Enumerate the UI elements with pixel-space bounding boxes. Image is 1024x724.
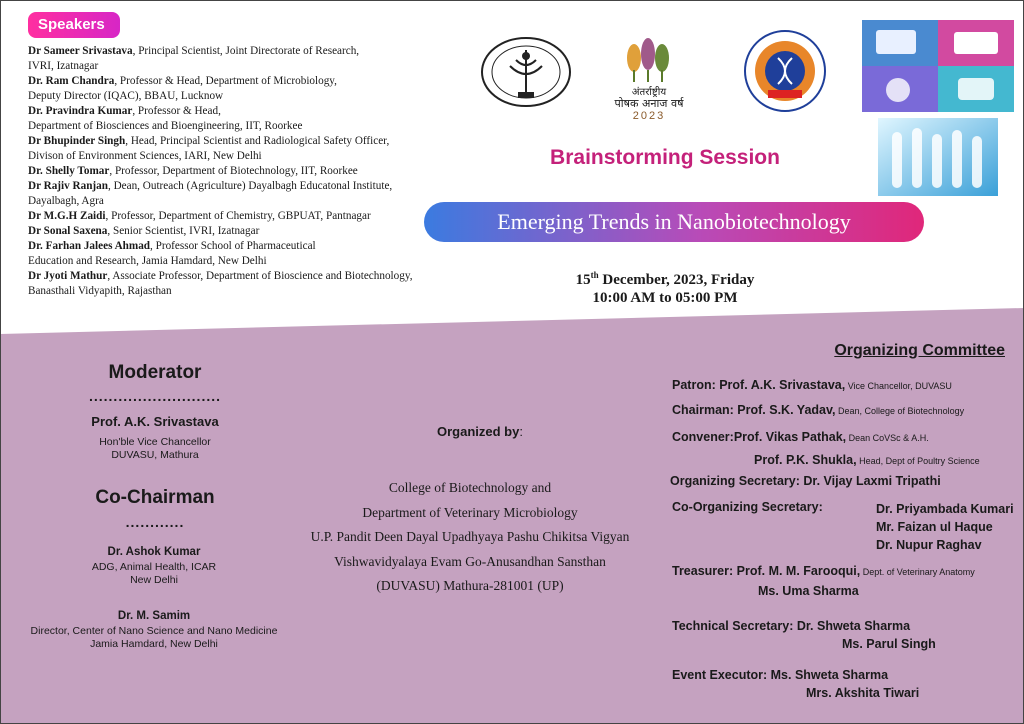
committee-event-executor: Event Executor: Ms. Shweta Sharma (672, 668, 889, 682)
speaker-affiliation: , Principal Scientist, Joint Directorate of Research, (132, 45, 360, 57)
organized-by-label: Organized by: (437, 424, 523, 439)
duvasu-emblem-logo (480, 36, 572, 108)
moderator-dots-divider: ........................... (88, 388, 222, 404)
speaker-line (28, 194, 468, 209)
millet-hindi-line2: पोषक अनाज वर्ष (614, 97, 684, 110)
speaker-line (28, 239, 468, 254)
speaker-affiliation: Divison of Environment Sciences, IARI, New Delhi (28, 150, 262, 162)
committee-technical-secretary: Technical Secretary: Dr. Shweta Sharma (672, 619, 911, 633)
speaker-affiliation: Deputy Director (IQAC), BBAU, Lucknow (28, 90, 224, 102)
speaker-line (28, 74, 468, 89)
moderator-details: Hon'ble Vice Chancellor DUVASU, Mathura (99, 436, 211, 461)
speaker-name: Dr. Shelly Tomar (28, 165, 110, 177)
speaker-line (28, 59, 468, 74)
speaker-name: Dr Jyoti Mathur (28, 270, 108, 282)
cochairman-2-details: Director, Center of Nano Science and Nano Medicine Jamia Hamdard, New Delhi (30, 625, 278, 650)
speaker-name: Dr Rajiv Ranjan (28, 180, 108, 192)
speaker-line (28, 254, 468, 269)
cochairman-dots-divider: ............ (125, 514, 185, 530)
speaker-line (28, 284, 468, 299)
speaker-line (28, 119, 468, 134)
speaker-affiliation: , Associate Professor, Department of Bioscience and Biotechnology, (107, 270, 413, 282)
speaker-line (28, 164, 468, 179)
speaker-line (28, 104, 468, 119)
co-org-name-2: Mr. Faizan ul Haque (876, 520, 993, 534)
speaker-affiliation: , Professor & Head, Department of Microbiology, (114, 75, 337, 87)
speaker-affiliation: , Professor School of Pharmaceutical (150, 240, 316, 252)
cochairman-1-details: ADG, Animal Health, ICAR New Delhi (91, 561, 217, 586)
speaker-affiliation: , Head, Principal Scientist and Radiological Safety Officer, (125, 135, 390, 147)
organizing-committee-heading: Organizing Committee (834, 342, 1005, 359)
event-date-time (470, 266, 860, 307)
speaker-name: Dr Sonal Saxena (28, 225, 108, 237)
committee-convener-2: Prof. P.K. Shukla, Head, Dept of Poultry Science (754, 453, 980, 467)
millet-hindi-line1: अंतर्राष्ट्रीय (631, 87, 667, 98)
cochairman-2-name: Dr. M. Samim (117, 610, 191, 622)
event-date: 15th December, 2023, Friday (575, 270, 755, 288)
moderator-name: Prof. A.K. Srivastava (91, 414, 219, 429)
lab-illustration-image (862, 20, 1014, 112)
speaker-line (28, 224, 468, 239)
speaker-name: Dr. Ram Chandra (28, 75, 115, 87)
speaker-affiliation: , Dean, Outreach (Agriculture) Dayalbagh Educatonal Institute, (107, 180, 393, 192)
speaker-name: Dr. Pravindra Kumar (28, 105, 133, 117)
speaker-line (28, 269, 468, 284)
speaker-name: Dr M.G.H Zaidi (28, 210, 106, 222)
speaker-line (28, 89, 468, 104)
committee-co-organizing-secretary: Co-Organizing Secretary: (672, 500, 823, 514)
committee-patron: Patron: Prof. A.K. Srivastava, Vice Chancellor, DUVASU (672, 378, 952, 392)
co-org-name-1: Dr. Priyambada Kumari (876, 502, 1014, 516)
committee-chairman: Chairman: Prof. S.K. Yadav, Dean, College of Biotechnology (672, 403, 965, 417)
college-biotechnology-logo (742, 28, 828, 114)
speaker-affiliation: , Senior Scientist, IVRI, Izatnagar (107, 225, 260, 237)
speaker-affiliation: , Professor, Department of Biotechnology, IIT, Roorkee (109, 165, 358, 177)
speaker-affiliation: Education and Research, Jamia Hamdard, New Delhi (28, 255, 267, 267)
session-title: Brainstorming Session (550, 146, 780, 169)
test-tubes-image (878, 118, 998, 196)
speaker-affiliation: IVRI, Izatnagar (28, 60, 99, 72)
tech-sec-name-2: Ms. Parul Singh (842, 637, 936, 651)
speaker-affiliation: Department of Biosciences and Bioengineering, IIT, Roorkee (28, 120, 303, 132)
committee-convener: Convener:Prof. Vikas Pathak, Dean CoVSc & A.H. (672, 430, 929, 444)
speaker-affiliation: Dayalbagh, Agra (28, 195, 104, 207)
speaker-name: Dr Sameer Srivastava (28, 45, 133, 57)
speaker-name: Dr Bhupinder Singh (28, 135, 126, 147)
treasurer-name-2: Ms. Uma Sharma (758, 584, 859, 598)
speaker-affiliation: , Professor & Head, (132, 105, 221, 117)
speaker-affiliation: , Professor, Department of Chemistry, GBPUAT, Pantnagar (105, 210, 371, 222)
committee-treasurer: Treasurer: Prof. M. M. Farooqui, Dept. of Veterinary Anatomy (672, 564, 975, 578)
speaker-name: Dr. Farhan Jalees Ahmad (28, 240, 151, 252)
organizer-details: College of Biotechnology and Department of Veterinary Microbiology U.P. Pandit Deen Dayal Upadhyaya Pashu Chikitsa Vigyan Vishwavidyalaya Evam Go-Anusandhan Sansthan (DUVASU) Mathura-281001 (UP) (310, 480, 630, 593)
co-org-name-3: Dr. Nupur Raghav (876, 538, 982, 552)
speaker-line (28, 209, 468, 224)
speaker-line (28, 179, 468, 194)
speaker-line (28, 134, 468, 149)
speaker-affiliation: Banasthali Vidyapith, Rajasthan (28, 285, 172, 297)
theme-banner: Emerging Trends in Nanobiotechnology (424, 202, 924, 242)
millet-year: 2023 (632, 110, 666, 122)
speakers-heading: Speakers (28, 12, 120, 38)
cochairman-1-name: Dr. Ashok Kumar (107, 546, 201, 558)
cochairman-heading: Co-Chairman (95, 487, 215, 508)
moderator-heading: Moderator (108, 362, 202, 383)
speaker-line (28, 44, 468, 59)
event-time: 10:00 AM to 05:00 PM (592, 290, 738, 306)
speaker-list (28, 44, 468, 299)
speaker-line (28, 149, 468, 164)
millet-year-logo (604, 36, 694, 122)
executor-name-2: Mrs. Akshita Tiwari (806, 686, 920, 700)
committee-organizing-secretary: Organizing Secretary: Dr. Vijay Laxmi Tripathi (670, 474, 941, 488)
